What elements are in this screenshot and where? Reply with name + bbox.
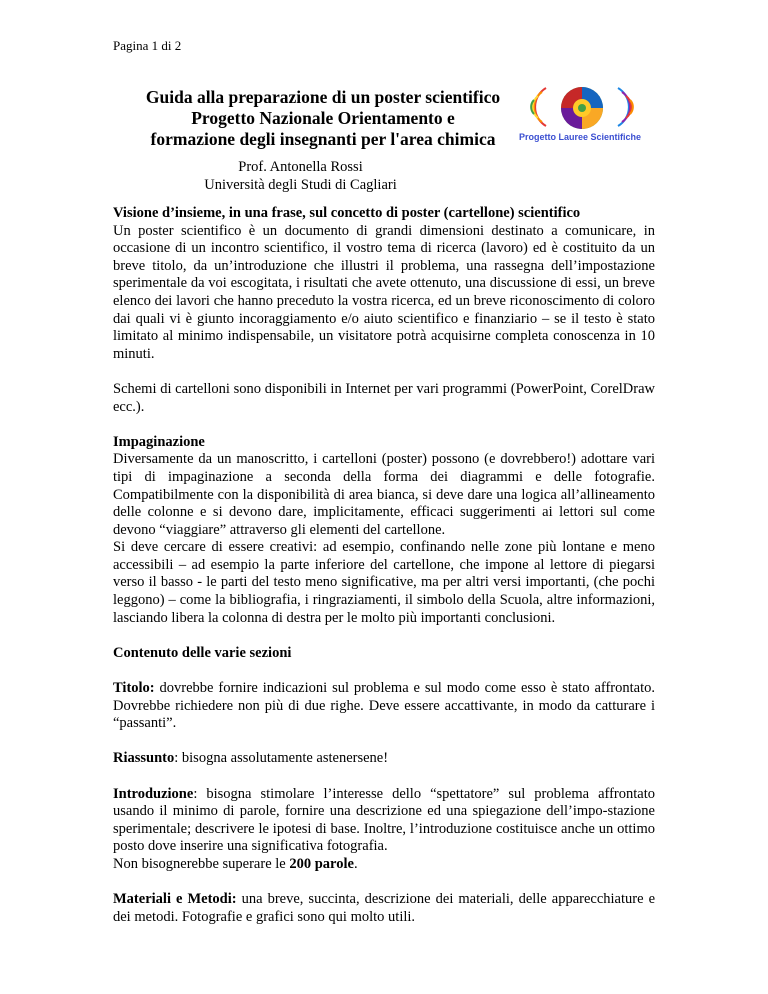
overview-paragraph: Un poster scientifico è un documento di grandi dimensioni destinato a comunicare, in occasione di un incontro scientifico, il vostro tema di ricerca (lavoro) ed è costituito da un breve titolo, da un’introduzione che illustri il problema, una rassegna dell’impostazione sperimentale da voi escogitata, i risultati che avete ottenuto, una discussione di essi, un breve elenco dei lavori che hanno preceduto la vostra ricerca, ed un breve riconoscimento di coloro dai quali vi è giunto incoraggiamento e/o aiuto scientifico e finanziario – se il testo è stato limitato al minimo indispensabile, un visitatore potrà acquisirne completa conoscenza in 10 minuti. — [113, 222, 655, 362]
abstract-label: Riassunto — [113, 750, 175, 767]
logo-globe — [561, 87, 603, 129]
methods-label: Materiali e Metodi: — [113, 891, 237, 908]
title-section-paragraph: Titolo: dovrebbe fornire indicazioni sul problema e sul modo come esso è stato affrontato. Dovrebbe richiedere non più di due righe. Deve essere accattivante, in modo da catturare i “passanti”. — [113, 680, 655, 732]
templates-paragraph: Schemi di cartelloni sono disponibili in Internet per vari programmi (PowerPoint, CorelDraw ecc.). — [113, 380, 655, 415]
author-name: Prof. Antonella Rossi — [238, 159, 363, 175]
methods-paragraph: Materiali e Metodi: una breve, succinta, descrizione dei materiali, delle apparecchiature e dei metodi. Fotografie e grafici sono qui molto utili. — [113, 891, 655, 925]
document-body — [113, 205, 655, 944]
overview-heading: Visione d’insieme, in una frase, sul concetto di poster (cartellone) scientifico — [113, 205, 581, 221]
contents-heading: Contenuto delle varie sezioni — [113, 644, 292, 661]
document-title — [113, 87, 533, 150]
abstract-paragraph: Riassunto: bisogna assolutamente astenersene! — [113, 750, 389, 767]
author-block — [113, 158, 488, 194]
title-section-label: Titolo: — [113, 680, 155, 697]
page-number: Pagina 1 di 2 — [113, 38, 182, 53]
logo-rainbow-arcs-right — [618, 88, 633, 126]
logo-rainbow-arcs-left — [531, 88, 546, 126]
layout-heading: Impaginazione — [113, 433, 205, 450]
title-line-2: Progetto Nazionale Orientamento e — [191, 108, 455, 128]
introduction-paragraph: Introduzione: bisogna stimolare l’interesse dello “spettatore” sul problema affrontato usando il minimo di parole, fornire una descrizione ed una spiegazione dell’impo-stazione sperimentale; descrivere le ipotesi di base. Inoltre, l’introduzione costituisce anche un ottimo posto dove inserire una significativa fotografia. — [113, 785, 655, 855]
logo-caption: Progetto Lauree Scientifiche — [519, 132, 642, 142]
author-affiliation: Università degli Studi di Cagliari — [204, 177, 397, 193]
title-line-1: Guida alla preparazione di un poster scientifico — [145, 87, 501, 107]
introduction-label: Introduzione — [113, 785, 194, 802]
title-line-3: formazione degli insegnanti per l'area chimica — [150, 129, 496, 149]
layout-paragraph-1: Diversamente da un manoscritto, i cartelloni (poster) possono (e dovrebbero!) adottare vari tipi di impaginazione a seconda della forma dei diagrammi e delle fotografie. Compatibilmente con la disponibilità di area bianca, si deve dare una logica all’allineamento delle colonne e si devono dare, implicitamente, efficaci suggerimenti ai lettori sul come devono “viaggiare” attraverso gli elementi del cartellone. — [113, 451, 655, 538]
introduction-limit: Non bisognerebbe superare le 200 parole. — [113, 855, 358, 872]
layout-paragraph-2: Si deve cercare di essere creativi: ad esempio, confinando nelle zone più lontane e meno accessibili – ad esempio la parte inferiore del cartellone, che impone al lettore di piegarsi verso il basso - le parti del testo meno significative, ma per altri versi importanti, (che pochi leggono) – come la bibliografia, i ringraziamenti, il simbolo della Scuola, altre informazioni, lasciando libera la colonna di destra per le molto più importanti conclusioni. — [113, 539, 655, 626]
introduction-word-limit: 200 parole — [289, 855, 354, 872]
